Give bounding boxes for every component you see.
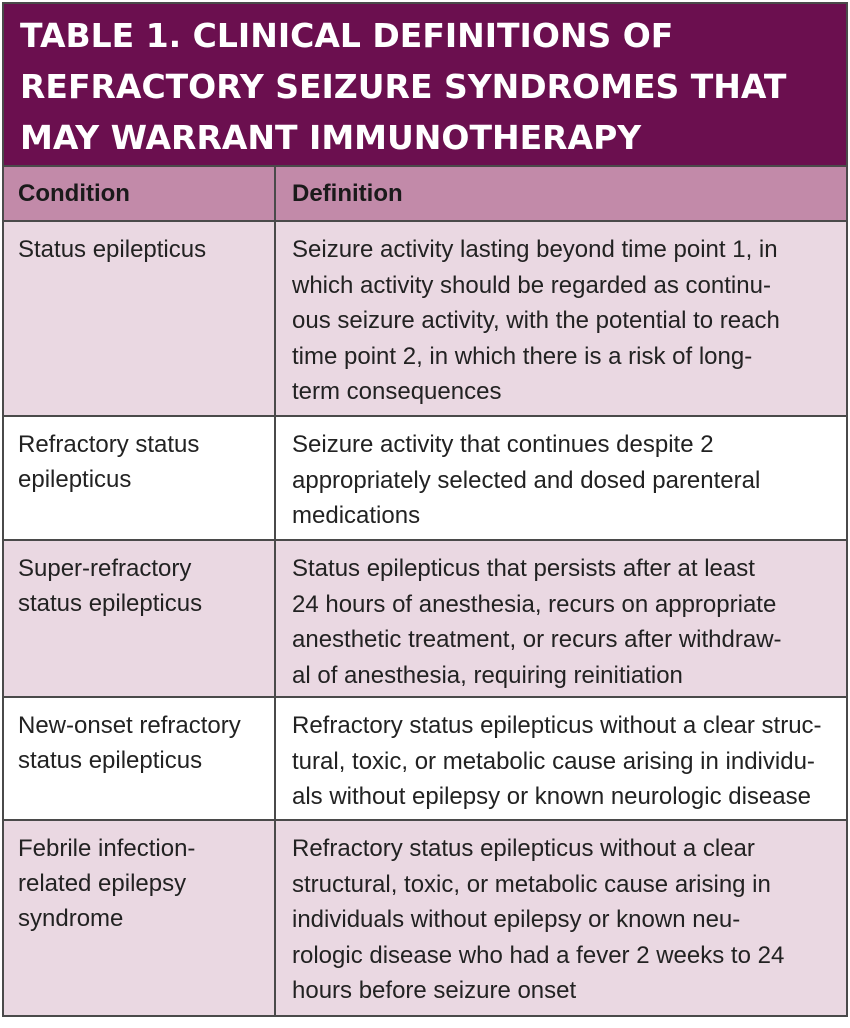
table-title [4,4,846,167]
table-title-line: MAY WARRANT IMMUNOTHERAPY [20,118,642,157]
table-row [4,417,846,541]
definition-cell: Refractory status epilepticus without a clear struc- tural, toxic, or metabolic cause arising in individu- als without epilepsy or known neurologic disease [292,712,822,810]
definition-cell: Seizure activity lasting beyond time point 1, in which activity should be regarded as continu- ous seizure activity, with the potential to reach time point 2, in which there is a risk of long- term consequences [292,236,780,405]
definition-cell: Seizure activity that continues despite 2 appropriately selected and dosed parenteral medications [292,431,761,529]
condition-cell: Refractory status epilepticus [4,417,276,539]
table-row [4,698,846,821]
condition-cell: Super-refractory status epilepticus [4,541,276,696]
table-row [4,541,846,698]
table-header-row [4,167,846,222]
clinical-definitions-table [2,2,848,1017]
table-row [4,222,846,417]
column-header-definition: Definition [292,180,403,207]
column-header-condition: Condition [4,167,276,220]
definition-cell: Status epilepticus that persists after at least 24 hours of anesthesia, recurs on appropriate anesthetic treatment, or recurs after withdraw- al of anesthesia, requiring reinitiation [292,555,782,689]
table-title-line: REFRACTORY SEIZURE SYNDROMES THAT [20,67,787,106]
condition-cell: Febrile infection-related epilepsy syndrome [4,821,276,1015]
table-title-line: TABLE 1. CLINICAL DEFINITIONS OF [20,16,674,55]
condition-cell: Status epilepticus [4,222,276,415]
condition-cell: New-onset refractory status epilepticus [4,698,276,819]
definition-cell: Refractory status epilepticus without a clear structural, toxic, or metabolic cause arising in individuals without epilepsy or known neu- rologic disease who had a fever 2 weeks to 24 hours before seizure onset [292,835,785,1004]
table-row [4,821,846,1015]
